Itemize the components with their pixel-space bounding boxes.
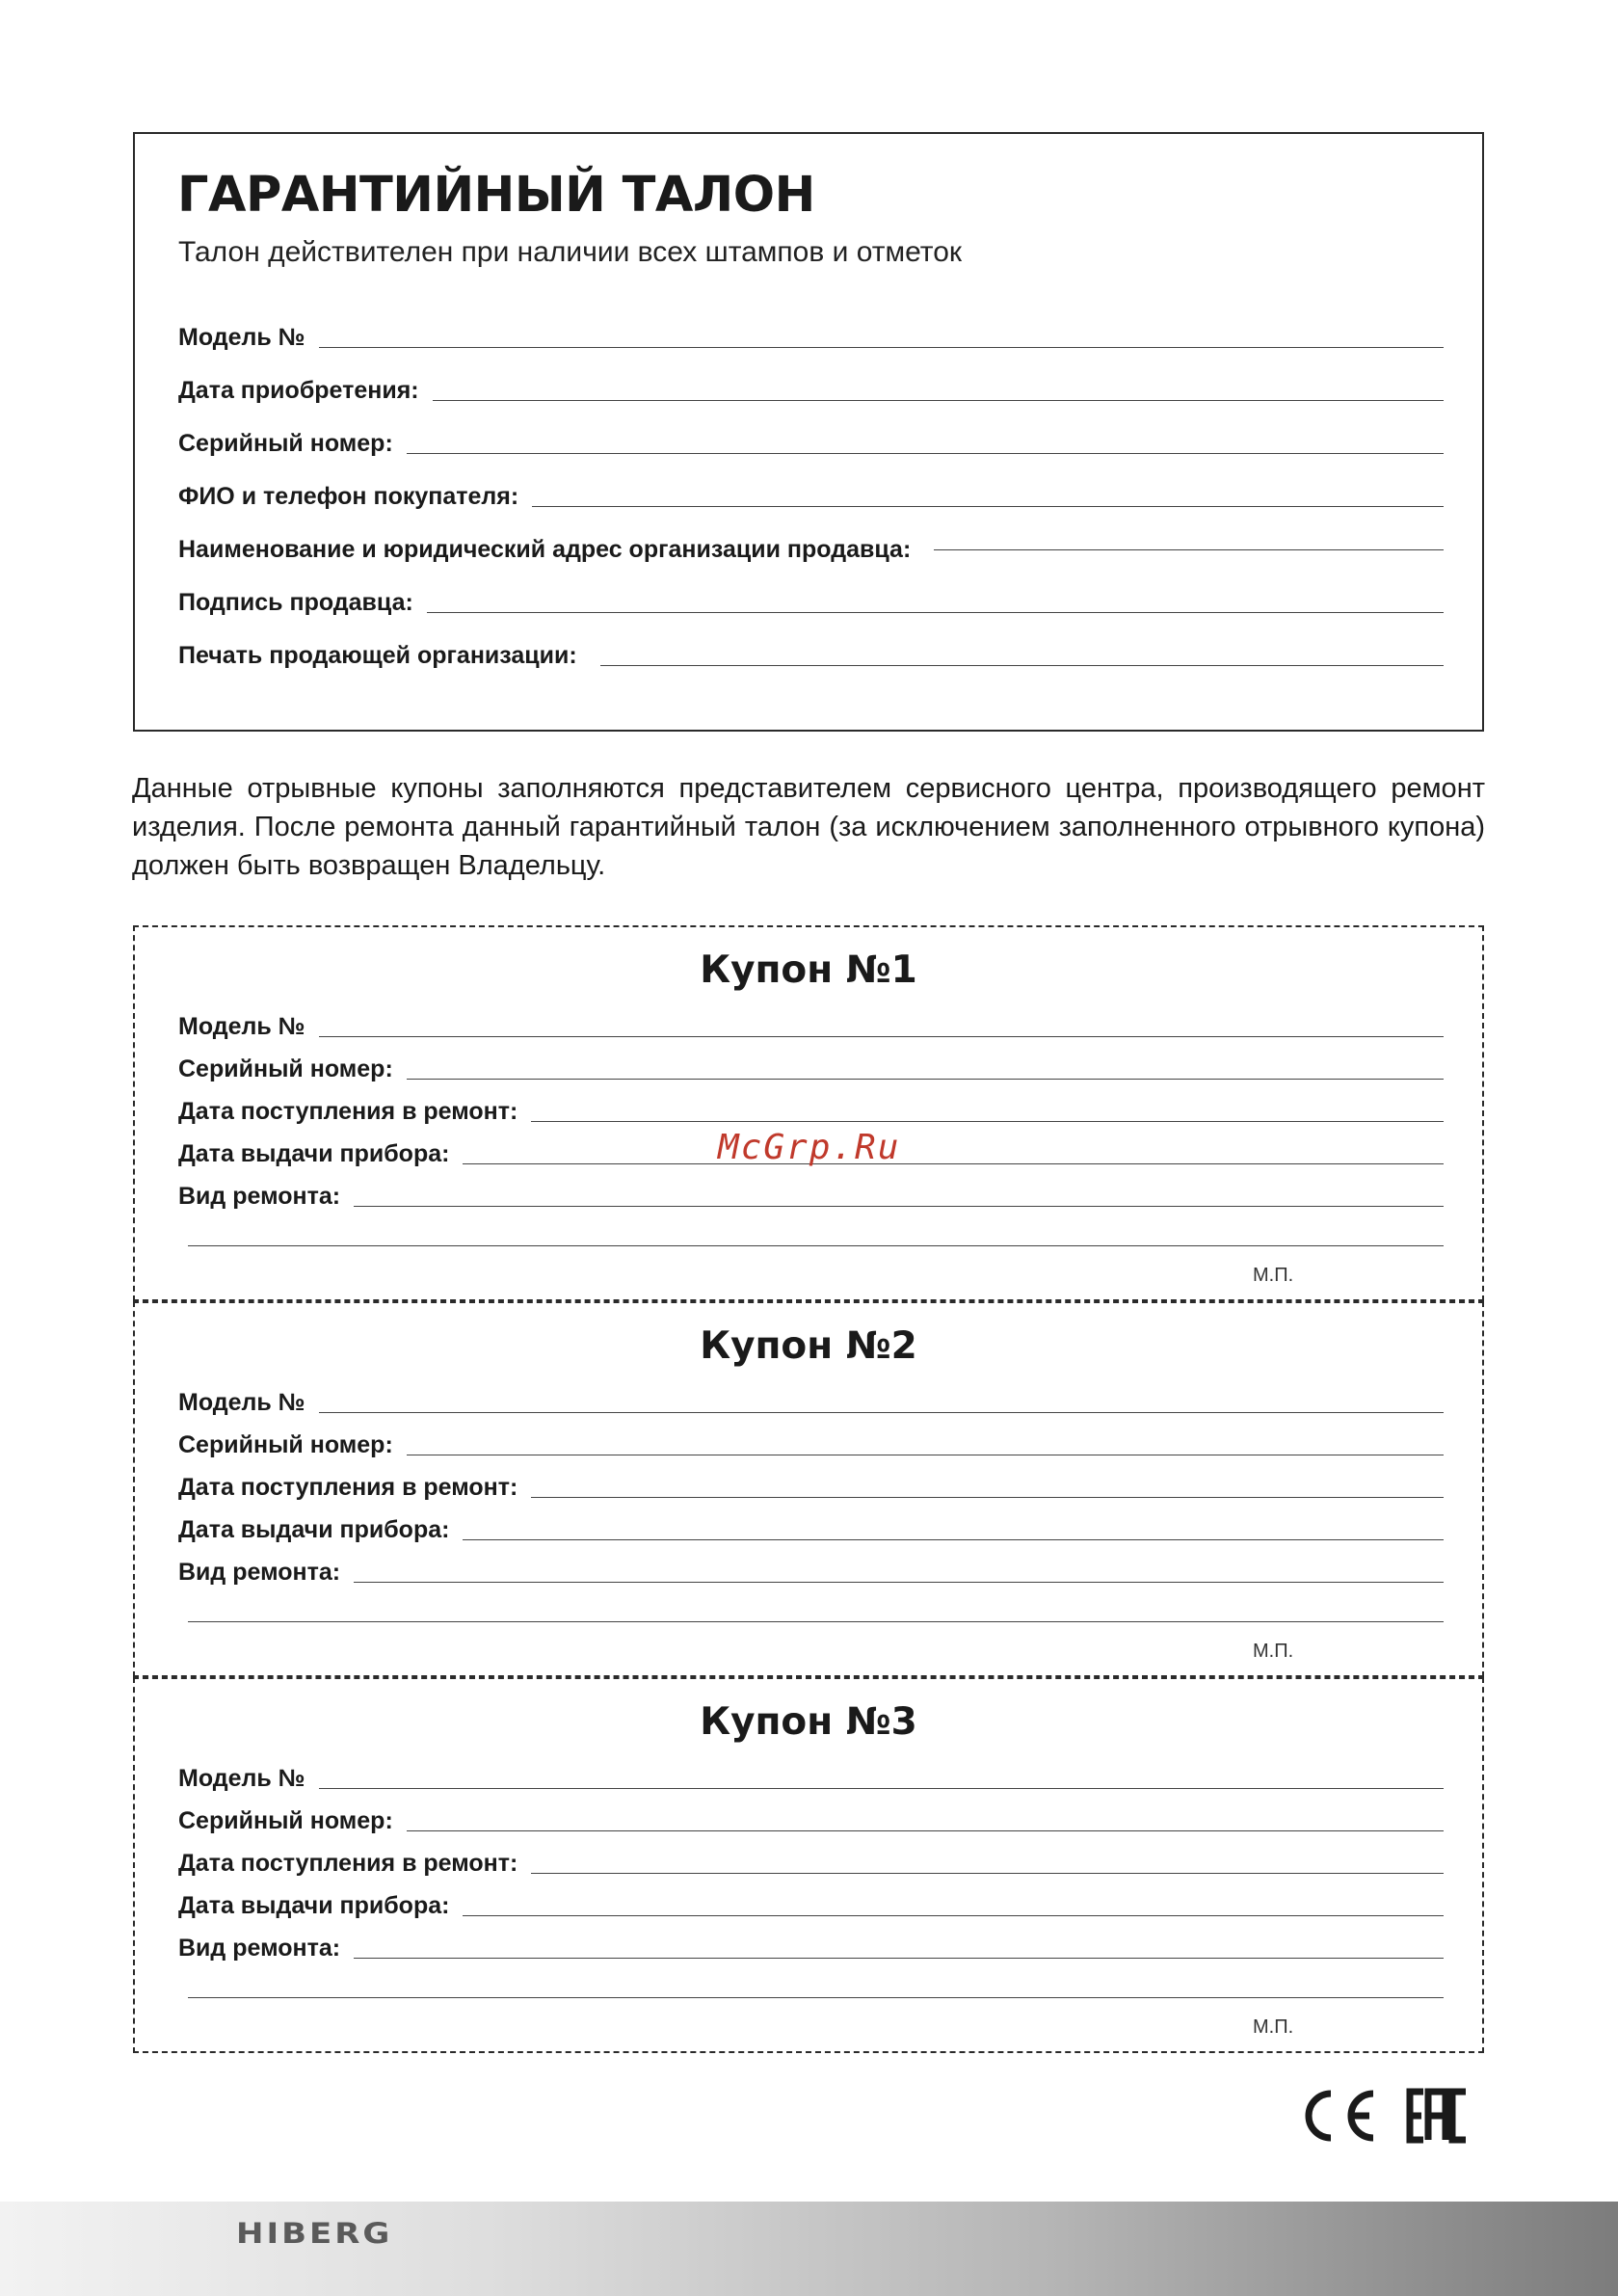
coupon-field-row[interactable] xyxy=(178,1928,1444,1962)
fill-line[interactable] xyxy=(407,1830,1444,1831)
coupon-field-row[interactable] xyxy=(178,1758,1444,1793)
form-label: Модель № xyxy=(178,1765,305,1792)
coupon-title: Купон №3 xyxy=(700,1700,917,1744)
coupon-title: Купон №2 xyxy=(700,1324,917,1368)
coupon-field-row[interactable] xyxy=(178,1091,1444,1126)
form-label: Вид ремонта: xyxy=(178,1559,341,1586)
form-label: Подпись продавца: xyxy=(178,589,413,616)
brand-logo: HIBERG xyxy=(236,2217,393,2251)
form-label: Серийный номер: xyxy=(178,430,393,457)
serial-number-row[interactable] xyxy=(178,419,1444,458)
fill-line[interactable] xyxy=(319,1036,1444,1037)
fill-line[interactable] xyxy=(532,506,1444,507)
coupon-title: Купон №1 xyxy=(700,948,917,992)
form-label: Серийный номер: xyxy=(178,1055,393,1082)
form-label: Дата поступления в ремонт: xyxy=(178,1474,518,1501)
coupon-field-row[interactable] xyxy=(178,1467,1444,1502)
stamp-place-label: М.П. xyxy=(1253,1641,1294,1662)
coupon-field-row[interactable] xyxy=(178,1382,1444,1417)
repair-notes-line[interactable] xyxy=(188,1621,1444,1622)
form-label: Модель № xyxy=(178,324,305,351)
eac-mark-icon xyxy=(1410,2092,1466,2140)
fill-line[interactable] xyxy=(531,1497,1444,1498)
fill-line[interactable] xyxy=(463,1539,1444,1540)
fill-line[interactable] xyxy=(319,347,1444,348)
form-label: Наименование и юридический адрес организации продавца: xyxy=(178,536,912,563)
form-label: Серийный номер: xyxy=(178,1807,393,1834)
model-field-row[interactable] xyxy=(178,313,1444,352)
seller-address-row[interactable] xyxy=(178,525,1444,564)
coupon-3 xyxy=(133,1677,1484,2053)
warranty-subtitle: Талон действителен при наличии всех штампов и отметок xyxy=(178,236,963,268)
warranty-title: ГАРАНТИЙНЫЙ ТАЛОН xyxy=(177,167,815,224)
certification-marks xyxy=(1296,2082,1489,2149)
stamp-place-label: М.П. xyxy=(1253,2016,1294,2038)
form-label: ФИО и телефон покупателя: xyxy=(178,483,519,510)
fill-line[interactable] xyxy=(531,1121,1444,1122)
form-label: Модель № xyxy=(178,1389,305,1416)
watermark-text: McGrp.Ru xyxy=(718,1128,901,1167)
seller-signature-row[interactable] xyxy=(178,578,1444,617)
form-label: Вид ремонта: xyxy=(178,1935,341,1962)
coupon-2 xyxy=(133,1301,1484,1677)
fill-line[interactable] xyxy=(354,1206,1444,1207)
repair-notes-line[interactable] xyxy=(188,1997,1444,1998)
fill-line[interactable] xyxy=(600,665,1444,666)
fill-line[interactable] xyxy=(463,1915,1444,1916)
fill-line[interactable] xyxy=(934,549,1444,550)
fill-line[interactable] xyxy=(433,400,1444,401)
form-label: Дата приобретения: xyxy=(178,377,419,404)
form-label: Дата выдачи прибора: xyxy=(178,1140,450,1167)
fill-line[interactable] xyxy=(407,453,1444,454)
form-label: Печать продающей организации: xyxy=(178,642,577,669)
fill-line[interactable] xyxy=(531,1873,1444,1874)
fill-line[interactable] xyxy=(407,1079,1444,1080)
stamp-place-label: М.П. xyxy=(1253,1265,1294,1286)
fill-line[interactable] xyxy=(354,1958,1444,1959)
form-label: Вид ремонта: xyxy=(178,1183,341,1210)
coupon-1 xyxy=(133,925,1484,1301)
warranty-card xyxy=(133,132,1484,732)
form-label: Дата выдачи прибора: xyxy=(178,1516,450,1543)
form-label: Дата выдачи прибора: xyxy=(178,1892,450,1919)
ce-mark-icon xyxy=(1309,2094,1373,2138)
coupon-field-row[interactable] xyxy=(178,1552,1444,1587)
coupon-field-row[interactable] xyxy=(178,1176,1444,1211)
coupon-field-row[interactable] xyxy=(178,1425,1444,1459)
coupon-field-row[interactable] xyxy=(178,1006,1444,1041)
purchase-date-row[interactable] xyxy=(178,366,1444,405)
seller-stamp-row[interactable] xyxy=(178,631,1444,670)
form-label: Дата поступления в ремонт: xyxy=(178,1850,518,1877)
coupon-field-row[interactable] xyxy=(178,1885,1444,1920)
form-label: Дата поступления в ремонт: xyxy=(178,1098,518,1125)
fill-line[interactable] xyxy=(463,1163,1444,1164)
fill-line[interactable] xyxy=(319,1412,1444,1413)
fill-line[interactable] xyxy=(354,1582,1444,1583)
coupon-field-row[interactable] xyxy=(178,1843,1444,1878)
form-label: Модель № xyxy=(178,1013,305,1040)
buyer-name-row[interactable] xyxy=(178,472,1444,511)
coupon-field-row[interactable] xyxy=(178,1509,1444,1544)
coupon-field-row[interactable] xyxy=(178,1801,1444,1835)
coupon-field-row[interactable] xyxy=(178,1049,1444,1083)
form-label: Серийный номер: xyxy=(178,1431,393,1458)
repair-notes-line[interactable] xyxy=(188,1245,1444,1246)
coupon-notice: Данные отрывные купоны заполняются представителем сервисного центра, производящего ремонт изделия. После ремонта данный гарантийный талон (за исключением заполненного отрывного купона) должен быть возвращен Владельцу. xyxy=(132,773,1485,881)
fill-line[interactable] xyxy=(319,1788,1444,1789)
fill-line[interactable] xyxy=(427,612,1444,613)
